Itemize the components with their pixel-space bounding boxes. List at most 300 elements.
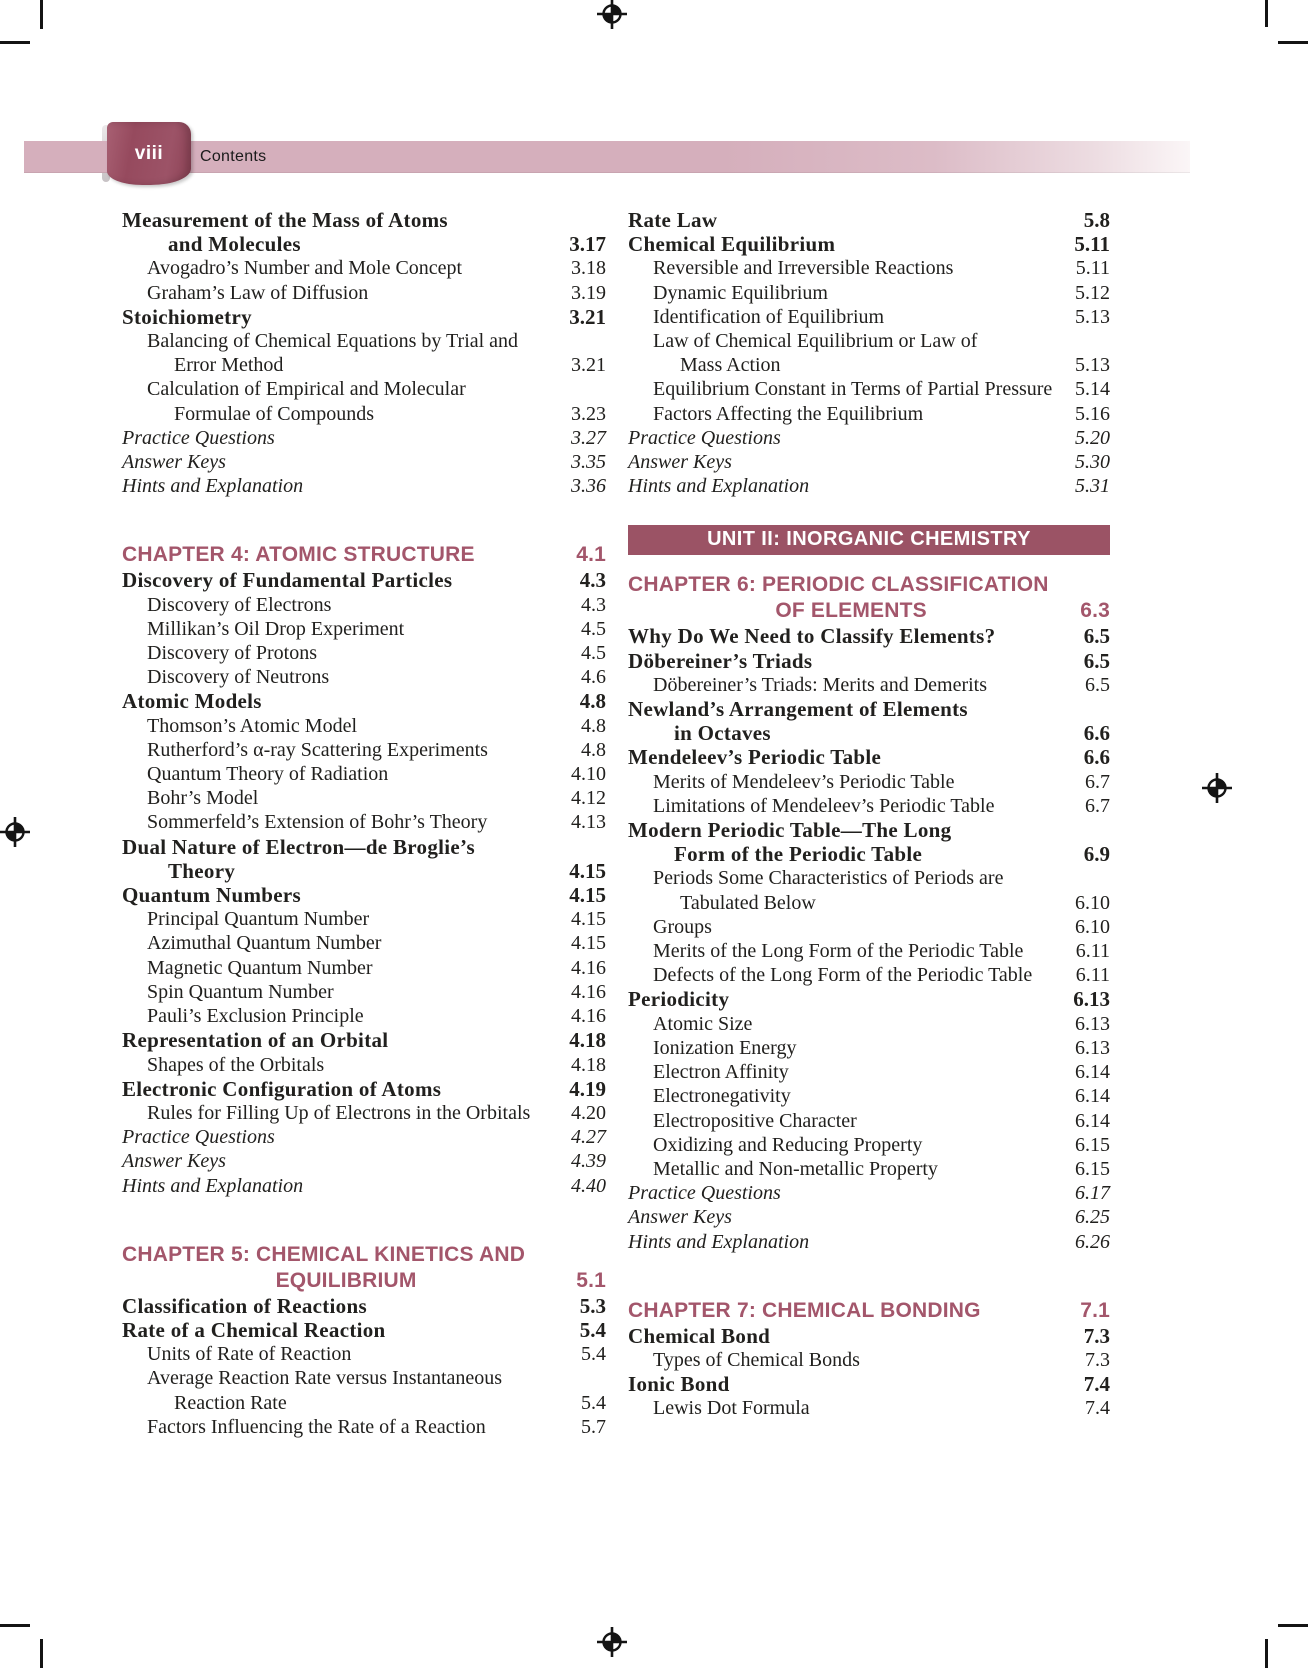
crop-mark <box>1265 0 1268 27</box>
page-ref: 4.8 <box>581 714 606 737</box>
page-ref: 5.8 <box>1083 208 1110 232</box>
page-ref: 5.11 <box>1074 232 1110 257</box>
toc-entry <box>628 377 1110 401</box>
entry-title-line: Avogadro’s Number and Mole Concept <box>147 257 463 280</box>
entry-title-line: Rate of a Chemical Reaction <box>122 1317 386 1342</box>
entry-title <box>628 1372 1078 1396</box>
entry-title <box>122 931 565 955</box>
entry-title <box>628 450 1069 474</box>
toc-entry <box>122 474 606 498</box>
entry-title-line: Shapes of the Orbitals <box>147 1053 325 1076</box>
entry-title <box>122 474 565 498</box>
crop-mark <box>1278 1624 1308 1627</box>
entry-title-line: Merits of Mendeleev’s Periodic Table <box>653 770 955 793</box>
page-ref: 5.11 <box>1075 257 1110 280</box>
entry-title <box>628 1181 1069 1205</box>
toc-entry <box>628 1372 1110 1396</box>
registration-mark-icon <box>597 0 627 29</box>
entry-title-line: Why Do We Need to Classify Elements? <box>628 624 996 649</box>
crop-mark <box>0 41 30 44</box>
toc-entry <box>122 1174 606 1198</box>
page-ref: 4.18 <box>569 1028 606 1053</box>
entry-title-line: Practice Questions <box>628 426 781 449</box>
entry-title-line: Millikan’s Oil Drop Experiment <box>147 617 405 640</box>
entry-title-line: Chemical Bond <box>628 1323 771 1348</box>
page-ref: 4.8 <box>579 689 606 714</box>
crop-mark <box>40 1639 43 1668</box>
toc-entry <box>628 1396 1110 1420</box>
toc-entry <box>122 1125 606 1149</box>
toc-entry <box>122 665 606 689</box>
toc-entry <box>628 232 1110 256</box>
crop-mark <box>0 1624 30 1627</box>
toc-entry <box>628 329 1110 377</box>
entry-title-line: Lewis Dot Formula <box>653 1397 810 1420</box>
entry-title-line: Discovery of Protons <box>147 642 317 665</box>
entry-title-line: Oxidizing and Reducing Property <box>653 1133 923 1156</box>
page-ref: 4.16 <box>571 956 606 979</box>
section-gap <box>122 498 606 542</box>
page-ref: 4.3 <box>579 568 606 593</box>
entry-title-line: Limitations of Mendeleev’s Periodic Table <box>653 794 995 817</box>
entry-title <box>122 762 565 786</box>
entry-title <box>122 426 565 450</box>
toc-entry <box>628 281 1110 305</box>
entry-title-line: Quantum Numbers <box>122 883 301 908</box>
toc-entry <box>628 745 1110 769</box>
toc-entry <box>122 810 606 834</box>
entry-title <box>122 786 565 810</box>
page-ref: 3.21 <box>569 304 606 329</box>
entry-title <box>122 883 563 907</box>
page-ref: 7.3 <box>1083 1323 1110 1348</box>
entry-title-line: Answer Keys <box>628 451 732 474</box>
toc-entry <box>628 450 1110 474</box>
page-ref: 6.13 <box>1073 987 1110 1012</box>
registration-mark-icon <box>597 1627 627 1657</box>
entry-title-line: Practice Questions <box>122 426 275 449</box>
entry-title <box>628 402 1069 426</box>
entry-title-line: Bohr’s Model <box>147 787 259 810</box>
section-gap <box>628 555 1110 572</box>
toc-entry <box>628 256 1110 280</box>
page-ref: 5.20 <box>1075 426 1110 449</box>
entry-title <box>628 794 1079 818</box>
entry-title-line: Units of Rate of Reaction <box>147 1343 352 1366</box>
toc-entry <box>628 915 1110 939</box>
toc-entry <box>122 1149 606 1173</box>
entry-title <box>122 593 575 617</box>
toc-entry <box>122 377 606 425</box>
toc-entry <box>122 956 606 980</box>
entry-title <box>122 1101 565 1125</box>
entry-title <box>628 963 1070 987</box>
page-ref: 4.15 <box>571 908 606 931</box>
page-ref: 4.1 <box>576 543 606 567</box>
header-band <box>24 141 1190 173</box>
entry-title <box>628 256 1070 280</box>
page-ref: 5.12 <box>1075 281 1110 304</box>
page-ref: 6.10 <box>1075 891 1110 914</box>
entry-title-line: Principal Quantum Number <box>147 908 370 931</box>
toc-entry <box>122 1415 606 1439</box>
entry-title-line: Rate Law <box>628 208 718 232</box>
page-ref: 5.13 <box>1075 305 1110 328</box>
entry-title <box>122 956 565 980</box>
toc-entry <box>122 883 606 907</box>
toc-entry <box>122 1366 606 1414</box>
entry-title <box>122 1366 575 1414</box>
entry-title-line: Calculation of Empirical and Molecular <box>147 378 466 401</box>
toc-entry <box>628 426 1110 450</box>
toc-entry <box>122 1028 606 1052</box>
page-ref: 6.15 <box>1075 1133 1110 1156</box>
page-ref: 6.7 <box>1085 770 1110 793</box>
page-ref: 6.14 <box>1075 1085 1110 1108</box>
page-ref: 4.15 <box>569 883 606 908</box>
entry-title <box>122 1004 565 1028</box>
entry-title-line: Reversible and Irreversible Reactions <box>653 257 954 280</box>
entry-title-line: Chemical Equilibrium <box>628 232 836 257</box>
entry-title-line: CHAPTER 7: CHEMICAL BONDING <box>628 1298 981 1322</box>
entry-title <box>122 568 574 592</box>
entry-title <box>628 474 1069 498</box>
page-ref: 4.15 <box>571 932 606 955</box>
entry-title-line: Answer Keys <box>628 1206 732 1229</box>
page-ref: 6.5 <box>1083 648 1110 673</box>
entry-title-line: Ionization Energy <box>653 1036 797 1059</box>
entry-title <box>122 1149 565 1173</box>
page-number-tab <box>107 122 191 185</box>
page-ref: 6.5 <box>1083 624 1110 649</box>
entry-title <box>122 329 565 377</box>
entry-title-line: Electronic Configuration of Atoms <box>122 1076 442 1101</box>
page-ref: 4.19 <box>569 1076 606 1101</box>
toc-entry <box>122 1101 606 1125</box>
entry-title-line: Graham’s Law of Diffusion <box>147 281 369 304</box>
entry-title <box>628 1036 1069 1060</box>
page-ref: 5.4 <box>581 1343 606 1366</box>
toc-entry <box>628 1348 1110 1372</box>
entry-title-line: Thomson’s Atomic Model <box>147 714 357 737</box>
page-ref: 6.14 <box>1075 1109 1110 1132</box>
toc-entry <box>628 1012 1110 1036</box>
toc-entry <box>628 987 1110 1011</box>
entry-title <box>628 1060 1069 1084</box>
toc-entry <box>628 939 1110 963</box>
toc-entry <box>628 794 1110 818</box>
page-ref: 4.15 <box>569 858 606 883</box>
toc-entry <box>122 617 606 641</box>
entry-title-line: Equilibrium Constant in Terms of Partial Pressure <box>653 378 1053 401</box>
page-ref: 5.13 <box>1075 354 1110 377</box>
page-ref: 5.14 <box>1075 378 1110 401</box>
entry-title <box>122 738 575 762</box>
page-number: viii <box>134 142 164 164</box>
entry-title-line: Formulae of Compounds <box>174 402 374 425</box>
entry-title <box>628 1109 1069 1133</box>
entry-title-line: Döbereiner’s Triads: Merits and Demerits <box>653 673 988 696</box>
entry-title-line: Sommerfeld’s Extension of Bohr’s Theory <box>147 811 488 834</box>
toc-column-right <box>628 208 1110 1439</box>
entry-title-line: Modern Periodic Table—The Long <box>628 818 952 843</box>
entry-title <box>122 1294 574 1318</box>
page-ref: 6.6 <box>1083 745 1110 770</box>
entry-title-line: Types of Chemical Bonds <box>653 1348 860 1371</box>
page-ref: 4.39 <box>571 1150 606 1173</box>
entry-title-line: Electropositive Character <box>653 1109 857 1132</box>
entry-title <box>122 542 570 568</box>
entry-title <box>628 1298 1074 1324</box>
page-ref: 5.3 <box>579 1293 606 1318</box>
entry-title <box>122 641 575 665</box>
toc-entry <box>122 305 606 329</box>
entry-title-line: Merits of the Long Form of the Periodic Table <box>653 940 1024 963</box>
page-ref: 4.6 <box>581 666 606 689</box>
page-ref: 4.27 <box>571 1126 606 1149</box>
toc-entry <box>122 1077 606 1101</box>
entry-title <box>628 649 1078 673</box>
toc-entry <box>628 305 1110 329</box>
entry-title <box>628 673 1079 697</box>
entry-title <box>628 1396 1079 1420</box>
toc-entry <box>122 786 606 810</box>
entry-title <box>122 1342 575 1366</box>
toc-entry <box>628 649 1110 673</box>
toc-entry <box>628 402 1110 426</box>
entry-title-line: Electronegativity <box>653 1085 791 1108</box>
toc-entry <box>122 426 606 450</box>
entry-title <box>122 1053 565 1077</box>
page-ref: 6.15 <box>1075 1157 1110 1180</box>
section-gap <box>122 1198 606 1242</box>
entry-title-line: EQUILIBRIUM <box>275 1268 417 1292</box>
entry-title-line: Theory <box>168 858 236 883</box>
entry-title <box>628 987 1067 1011</box>
entry-title <box>628 745 1078 769</box>
entry-title-line: Discovery of Fundamental Particles <box>122 568 453 593</box>
page-ref: 4.18 <box>571 1053 606 1076</box>
registration-mark-icon <box>1202 773 1232 803</box>
page-ref: 6.9 <box>1083 842 1110 867</box>
entry-title-line: Form of the Periodic Table <box>674 842 923 867</box>
entry-title <box>122 281 565 305</box>
page-ref: 6.5 <box>1085 673 1110 696</box>
entry-title <box>628 426 1069 450</box>
entry-title-line: CHAPTER 6: PERIODIC CLASSIFICATION <box>628 573 1049 597</box>
toc-entry <box>628 1205 1110 1229</box>
entry-title <box>122 1242 570 1294</box>
toc-entry <box>122 907 606 931</box>
header-title: Contents <box>200 148 267 165</box>
entry-title-line: Factors Influencing the Rate of a Reaction <box>147 1415 486 1438</box>
crop-mark <box>1265 1639 1268 1668</box>
toc-entry <box>122 931 606 955</box>
page-ref: 4.5 <box>581 642 606 665</box>
page-ref: 4.16 <box>571 1005 606 1028</box>
entry-title-line: OF ELEMENTS <box>775 599 927 623</box>
toc-entry <box>122 208 606 256</box>
entry-title-line: Spin Quantum Number <box>147 980 334 1003</box>
toc-entry <box>122 714 606 738</box>
entry-title <box>122 617 575 641</box>
section-gap <box>628 1254 1110 1298</box>
entry-title-line: Discovery of Neutrons <box>147 666 330 689</box>
chapter-heading-entry <box>628 572 1110 624</box>
entry-title-line: Rutherford’s α-ray Scattering Experiments <box>147 738 488 761</box>
toc-entry <box>122 762 606 786</box>
page-ref: 6.26 <box>1075 1230 1110 1253</box>
entry-title <box>122 810 565 834</box>
toc-entry <box>628 1230 1110 1254</box>
toc-entry <box>628 866 1110 914</box>
page-ref: 7.4 <box>1083 1372 1110 1397</box>
table-of-contents <box>122 208 1110 1439</box>
entry-title <box>122 1318 574 1342</box>
entry-title <box>628 1133 1069 1157</box>
entry-title-line: Measurement of the Mass of Atoms <box>122 208 448 232</box>
entry-title-line: Identification of Equilibrium <box>653 305 885 328</box>
entry-title <box>122 1174 565 1198</box>
toc-entry <box>122 1053 606 1077</box>
crop-mark <box>40 0 43 29</box>
toc-entry <box>122 1294 606 1318</box>
entry-title <box>628 232 1068 256</box>
toc-entry <box>628 624 1110 648</box>
entry-title-line: Quantum Theory of Radiation <box>147 763 389 786</box>
toc-entry <box>628 1324 1110 1348</box>
entry-title <box>122 208 563 256</box>
entry-title-line: Factors Affecting the Equilibrium <box>653 402 924 425</box>
page-ref: 6.11 <box>1075 940 1110 963</box>
page-ref: 6.13 <box>1075 1012 1110 1035</box>
page-ref: 4.3 <box>581 593 606 616</box>
page-ref: 5.7 <box>581 1415 606 1438</box>
registration-mark-icon <box>0 817 30 847</box>
entry-title-line: Dual Nature of Electron—de Broglie’s <box>122 834 475 859</box>
entry-title <box>628 1205 1069 1229</box>
entry-title-line: Stoichiometry <box>122 304 252 329</box>
entry-title <box>628 208 1078 232</box>
entry-title <box>122 907 565 931</box>
entry-title-line: in Octaves <box>674 721 771 746</box>
entry-title-line: Rules for Filling Up of Electrons in the Orbitals <box>147 1101 531 1124</box>
page-ref: 7.4 <box>1085 1397 1110 1420</box>
page-ref: 4.20 <box>571 1101 606 1124</box>
unit-banner: UNIT II: INORGANIC CHEMISTRY <box>628 525 1110 555</box>
entry-title <box>628 1084 1069 1108</box>
toc-entry <box>122 1004 606 1028</box>
entry-title-line: Discovery of Electrons <box>147 593 332 616</box>
page-ref: 5.30 <box>1075 451 1110 474</box>
page-ref: 4.5 <box>581 617 606 640</box>
page-ref: 6.7 <box>1085 794 1110 817</box>
page-ref: 4.16 <box>571 980 606 1003</box>
entry-title-line: Atomic Models <box>122 689 262 714</box>
toc-entry <box>628 963 1110 987</box>
page-ref: 6.3 <box>1080 599 1110 623</box>
entry-title-line: Reaction Rate <box>174 1391 287 1414</box>
page-ref: 3.23 <box>571 402 606 425</box>
page-ref: 6.17 <box>1075 1182 1110 1205</box>
toc-entry <box>122 450 606 474</box>
chapter-heading-entry <box>122 542 606 568</box>
entry-title <box>628 697 1078 745</box>
entry-title <box>122 377 565 425</box>
entry-title-line: Magnetic Quantum Number <box>147 956 373 979</box>
entry-title <box>628 770 1079 794</box>
page-ref: 3.19 <box>571 281 606 304</box>
entry-title-line: Answer Keys <box>122 451 226 474</box>
entry-title-line: Electron Affinity <box>653 1061 789 1084</box>
page-ref: 6.6 <box>1083 721 1110 746</box>
section-gap <box>628 498 1110 525</box>
entry-title <box>628 866 1069 914</box>
toc-entry <box>628 208 1110 232</box>
page-ref: 6.13 <box>1075 1036 1110 1059</box>
entry-title <box>628 939 1070 963</box>
toc-entry <box>628 1133 1110 1157</box>
page-ref: 3.35 <box>571 451 606 474</box>
toc-entry <box>628 818 1110 866</box>
page-ref: 6.11 <box>1075 964 1110 987</box>
toc-column-left <box>122 208 606 1439</box>
toc-entry <box>628 1084 1110 1108</box>
entry-title <box>628 1157 1069 1181</box>
entry-title <box>122 980 565 1004</box>
entry-title-line: Hints and Explanation <box>122 1174 304 1197</box>
entry-title <box>628 915 1069 939</box>
entry-title <box>122 450 565 474</box>
entry-title <box>122 1415 575 1439</box>
entry-title-line: Balancing of Chemical Equations by Trial and <box>147 330 519 353</box>
entry-title <box>628 281 1069 305</box>
entry-title-line: Mass Action <box>680 354 781 377</box>
page-ref: 7.3 <box>1085 1348 1110 1371</box>
entry-title-line: CHAPTER 5: CHEMICAL KINETICS AND <box>122 1242 526 1266</box>
page-ref: 4.13 <box>571 811 606 834</box>
page-ref: 6.25 <box>1075 1206 1110 1229</box>
toc-entry <box>122 641 606 665</box>
page-ref: 3.36 <box>571 475 606 498</box>
entry-title <box>122 256 565 280</box>
toc-entry <box>628 1060 1110 1084</box>
entry-title-line: Law of Chemical Equilibrium or Law of <box>653 330 978 353</box>
page-ref: 4.10 <box>571 763 606 786</box>
toc-entry <box>122 593 606 617</box>
entry-title <box>122 1028 563 1052</box>
entry-title-line: Ionic Bond <box>628 1372 730 1397</box>
entry-title-line: and Molecules <box>168 232 301 257</box>
entry-title <box>628 624 1078 648</box>
entry-title <box>122 1125 565 1149</box>
entry-title-line: Representation of an Orbital <box>122 1028 389 1053</box>
toc-entry <box>122 980 606 1004</box>
entry-title-line: Hints and Explanation <box>122 475 304 498</box>
entry-title-line: Tabulated Below <box>680 891 816 914</box>
chapter-heading-entry <box>122 1242 606 1294</box>
page-ref: 5.1 <box>576 1268 606 1292</box>
toc-entry <box>628 1036 1110 1060</box>
toc-entry <box>122 689 606 713</box>
entry-title <box>628 305 1069 329</box>
entry-title-line: Periodicity <box>628 987 730 1012</box>
page-ref: 5.31 <box>1075 475 1110 498</box>
page-ref: 6.10 <box>1075 915 1110 938</box>
entry-title-line: Practice Questions <box>628 1182 781 1205</box>
page-ref: 6.14 <box>1075 1061 1110 1084</box>
toc-entry <box>628 673 1110 697</box>
